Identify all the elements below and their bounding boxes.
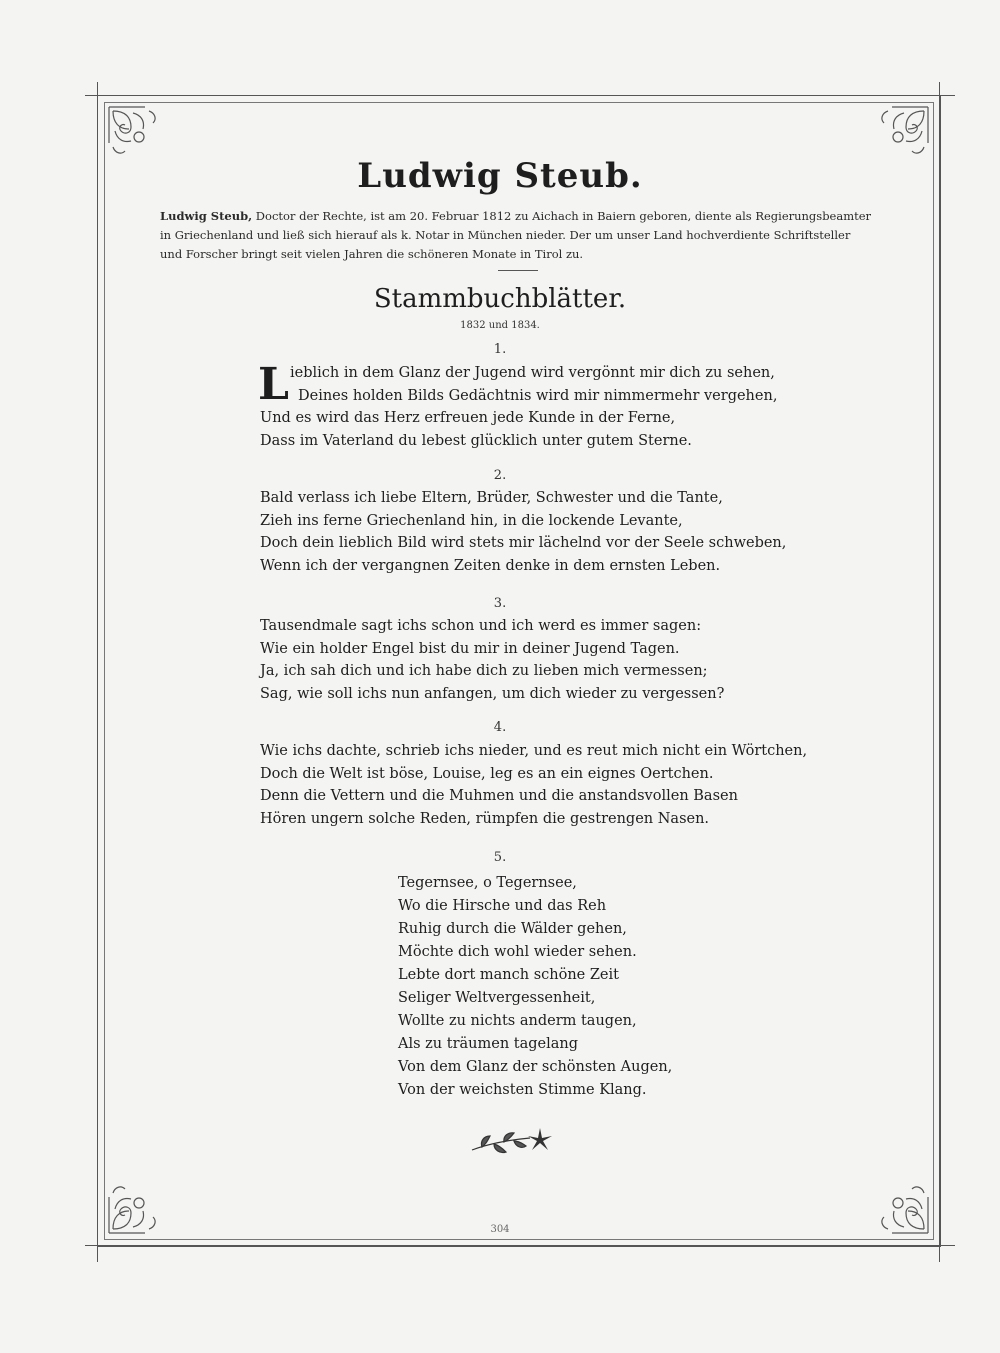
stanza-number: 2. [493,468,507,483]
stanza-number: 5. [493,850,507,865]
verse-line: Ruhig durch die Wälder gehen, [398,921,627,937]
verse-line: Seliger Weltvergessenheit, [398,990,596,1006]
stanza-number: 3. [493,596,507,611]
stanza-1 [258,359,800,452]
stanza-number: 1. [493,342,507,357]
verse-line: Doch dein lieblich Bild wird stets mir lächelnd vor der Seele schweben, [260,535,787,551]
verse-line: Wie ichs dachte, schrieb ichs nieder, und es reut mich nicht ein Wörtchen, [260,743,808,759]
verse-line: Von dem Glanz der schönsten Augen, [398,1059,673,1075]
verse-line: Als zu träumen tagelang [398,1036,579,1052]
verse-line: Sag, wie soll ichs nun anfangen, um dich wieder zu vergessen? [260,685,725,702]
bio-text: und Forscher bringt seit vielen Jahren die schöneren Monate in Tirol zu. [160,247,584,261]
author-biography [160,207,872,264]
border-extension-bottom [85,1245,955,1246]
stanza-2 [260,487,800,577]
verse-line: Tegernsee, o Tegernsee, [398,875,577,891]
verse-line: Bald verlass ich liebe Eltern, Brüder, Schwester und die Tante, [260,490,723,506]
verse-line: Dass im Vaterland du lebest glücklich unter gutem Sterne. [260,432,692,449]
border-extension-top [85,95,955,96]
bio-line [160,245,850,264]
bio-line [160,226,850,245]
verse-line: ieblich in dem Glanz der Jugend wird vergönnt mir dich zu sehen, [290,365,775,381]
separator-rule [498,270,538,271]
verse-line: Lebte dort manch schöne Zeit [398,967,619,983]
verse-line: Tausendmale sagt ichs schon und ich werd es immer sagen: [260,618,702,634]
verse-line: Möchte dich wohl wieder sehen. [398,944,637,960]
verse-line: Deines holden Bilds Gedächtnis wird mir nimmermehr vergehen, [298,387,778,404]
verse-line: Ja, ich sah dich und ich habe dich zu lieben mich vermessen; [260,663,708,679]
stanza-number: 4. [493,720,507,735]
page-number: 304 [490,1224,510,1235]
flower-sprig-icon [468,1124,552,1158]
verse-line: Von der weichsten Stimme Klang. [398,1082,647,1098]
verse-line: Doch die Welt ist böse, Louise, leg es an ein eignes Oertchen. [260,765,714,782]
verse-line: Denn die Vettern und die Muhmen und die anstandsvollen Basen [260,788,738,804]
verse-line: Und es wird das Herz erfreuen jede Kunde in der Ferne, [260,410,676,426]
page-title: Ludwig Steub. [357,156,643,196]
verse-line: Wollte zu nichts anderm taugen, [398,1013,637,1029]
author-name: Ludwig Steub, [160,209,253,223]
drop-cap: L [258,359,289,410]
bio-line [160,207,872,226]
verse-line: Wo die Hirsche und das Reh [398,898,607,914]
stanza-3 [260,615,800,705]
verse-line: Wie ein holder Engel bist du mir in deiner Jugend Tagen. [260,640,680,657]
stanza-4 [260,740,808,830]
stanza-5 [398,872,718,1102]
bio-text: Doctor der Rechte, ist am 20. Februar 1812 zu Aichach in Baiern geboren, diente als Regierungsbeamter [252,209,872,223]
poem-title: Stammbuchblätter. [373,284,627,314]
verse-line: Hören ungern solche Reden, rümpfen die gestrengen Nasen. [260,810,710,827]
bio-text: in Griechenland und ließ sich hierauf als k. Notar in München nieder. Der um unser Land hochverdiente Schriftsteller [160,228,851,242]
poem-years: 1832 und 1834. [460,320,540,331]
verse-line: Wenn ich der vergangnen Zeiten denke in dem ernsten Leben. [260,557,721,574]
border-extension-right [939,82,940,1262]
border-extension-left [97,82,98,1262]
verse-line: Zieh ins ferne Griechenland hin, in die lockende Levante, [260,512,683,529]
